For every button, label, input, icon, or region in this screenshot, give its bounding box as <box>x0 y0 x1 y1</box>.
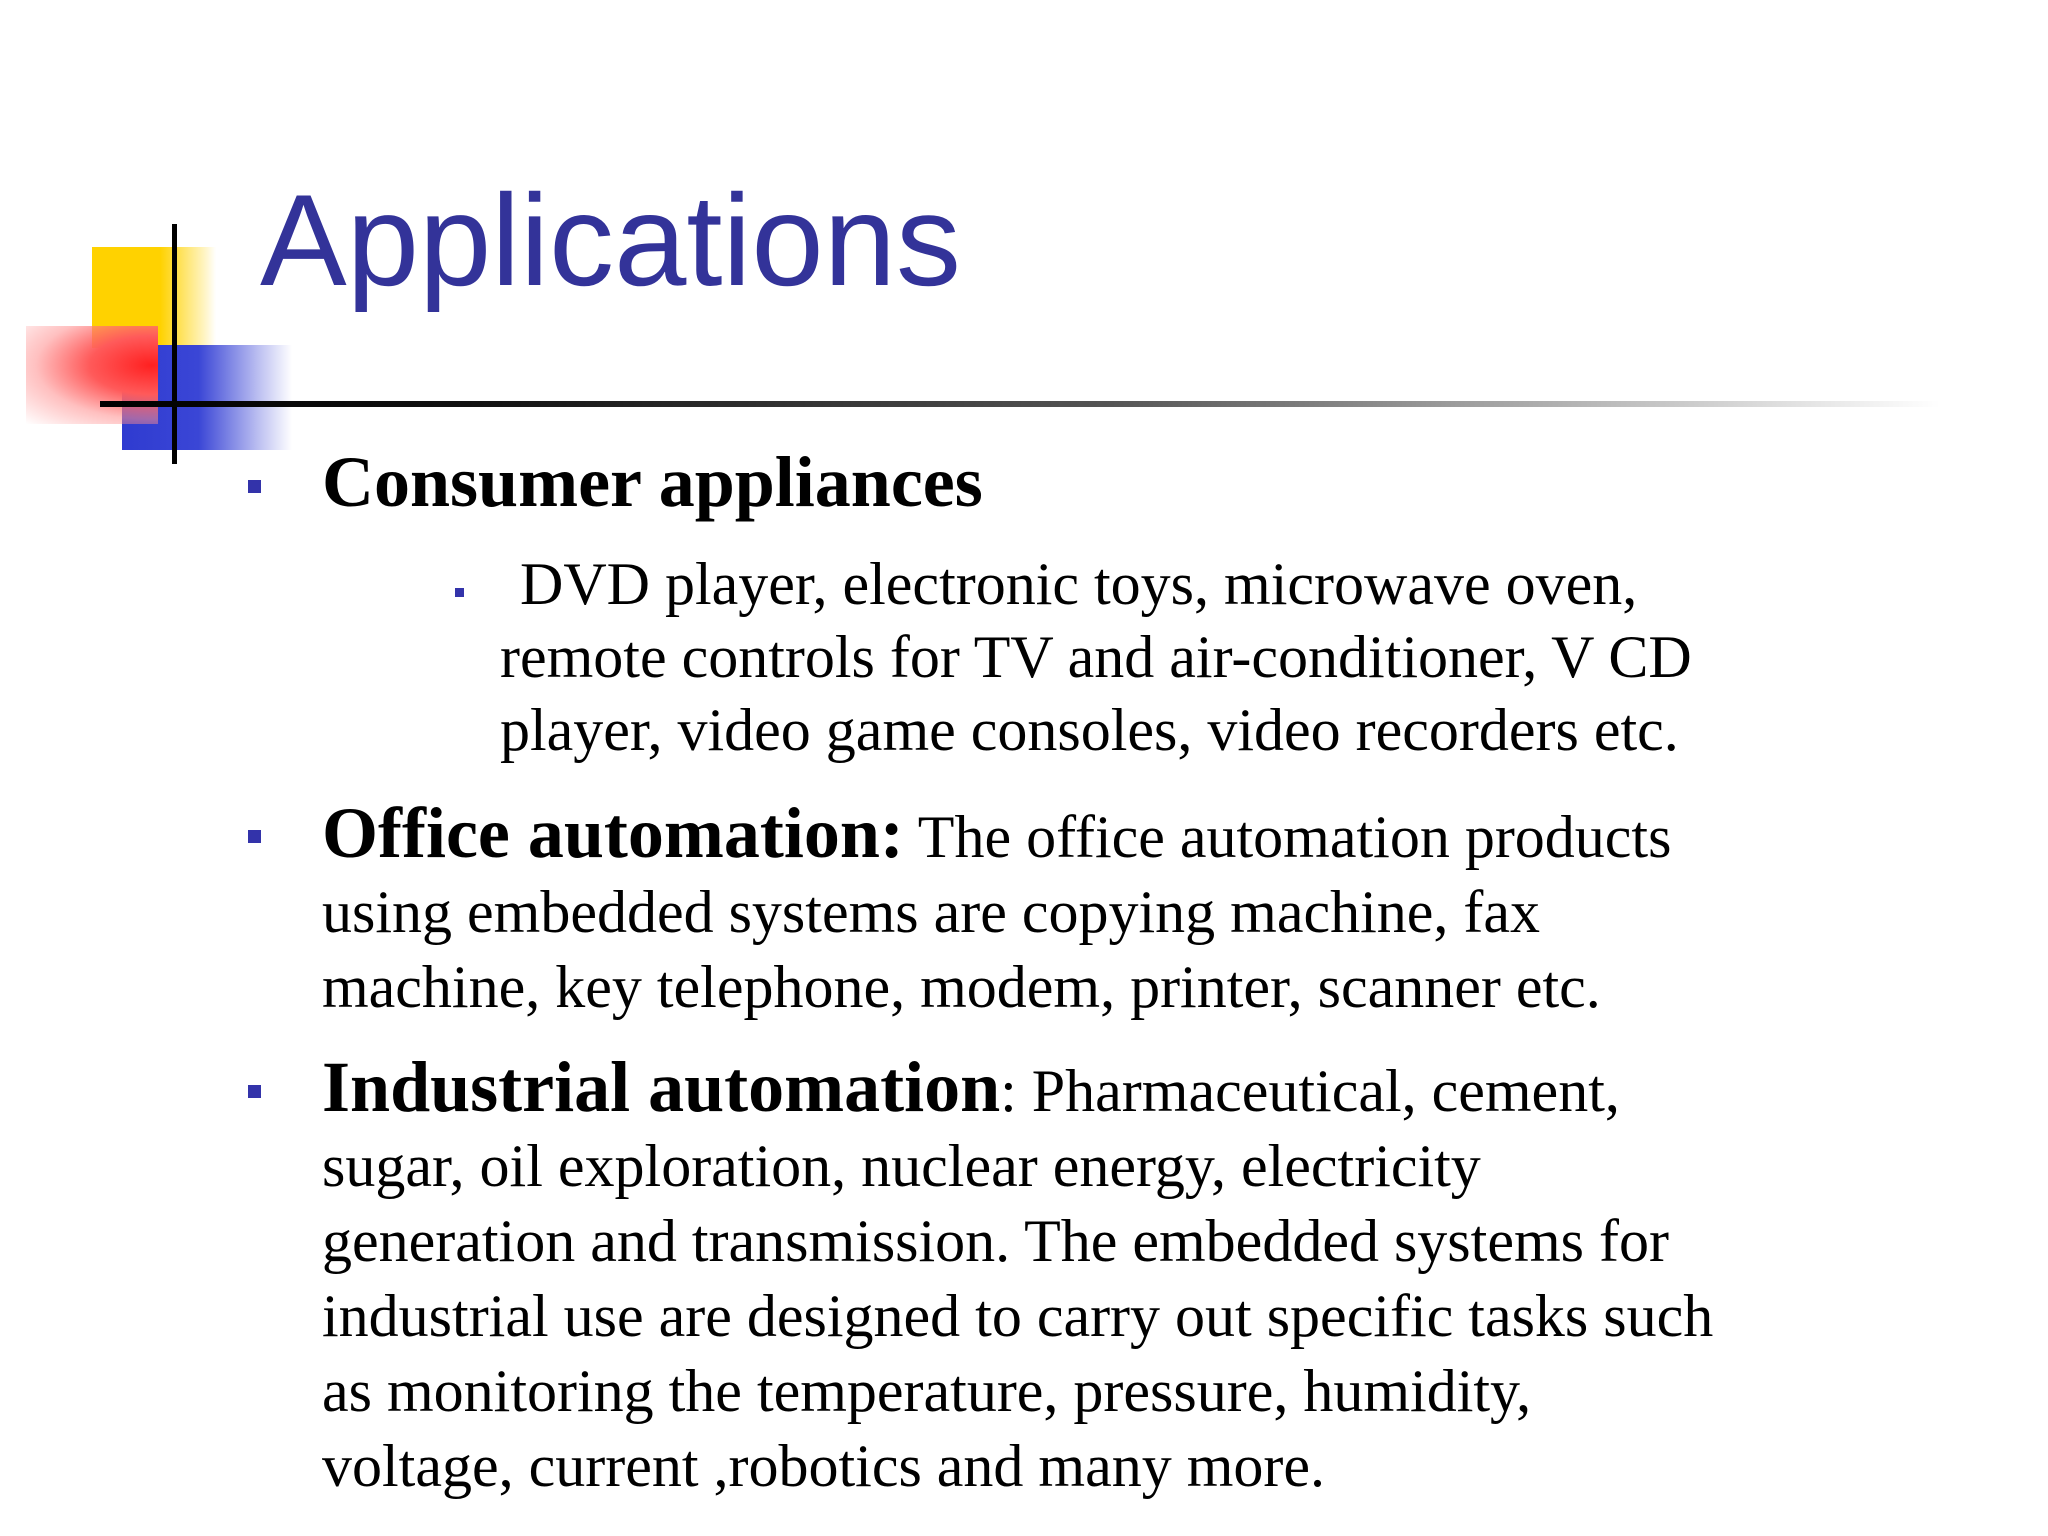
bullet-text: The office automation products <box>903 804 1672 870</box>
bullet-line: using embedded systems are copying machine, fax <box>322 879 1540 945</box>
sub-bullet-line: DVD player, electronic toys, microwave oven, <box>520 551 1638 617</box>
bullet-industrial-automation <box>322 1047 1714 1504</box>
bullet-heading: Office automation: <box>322 793 904 873</box>
bullet-line: generation and transmission. The embedded systems for <box>322 1208 1669 1274</box>
bullet-consumer-appliances <box>322 442 983 522</box>
slide-title: Applications <box>260 167 961 313</box>
sub-bullet-marker <box>455 588 464 597</box>
bullet-line: industrial use are designed to carry out specific tasks such <box>322 1283 1714 1349</box>
decor-red-square <box>26 326 158 424</box>
title-underline <box>100 401 1940 407</box>
bullet-line: sugar, oil exploration, nuclear energy, electricity <box>322 1133 1481 1199</box>
bullet-heading: Industrial automation <box>322 1047 1001 1127</box>
bullet-office-automation <box>322 793 1672 1025</box>
bullet-line: as monitoring the temperature, pressure, humidity, <box>322 1358 1532 1424</box>
bullet-heading: Consumer appliances <box>322 442 983 522</box>
bullet-marker <box>248 830 261 843</box>
bullet-line: voltage, current ,robotics and many more. <box>322 1433 1326 1499</box>
decor-vertical-line <box>172 224 177 464</box>
sub-bullet-line: player, video game consoles, video recorders etc. <box>500 697 1679 763</box>
bullet-line: machine, key telephone, modem, printer, scanner etc. <box>322 954 1601 1020</box>
bullet-marker <box>248 480 261 493</box>
sub-bullet-line: remote controls for TV and air-conditioner, V CD <box>500 624 1692 690</box>
bullet-marker <box>248 1085 261 1098</box>
sub-bullet-consumer-examples <box>500 548 2000 767</box>
bullet-text: : Pharmaceutical, cement, <box>1000 1058 1620 1124</box>
